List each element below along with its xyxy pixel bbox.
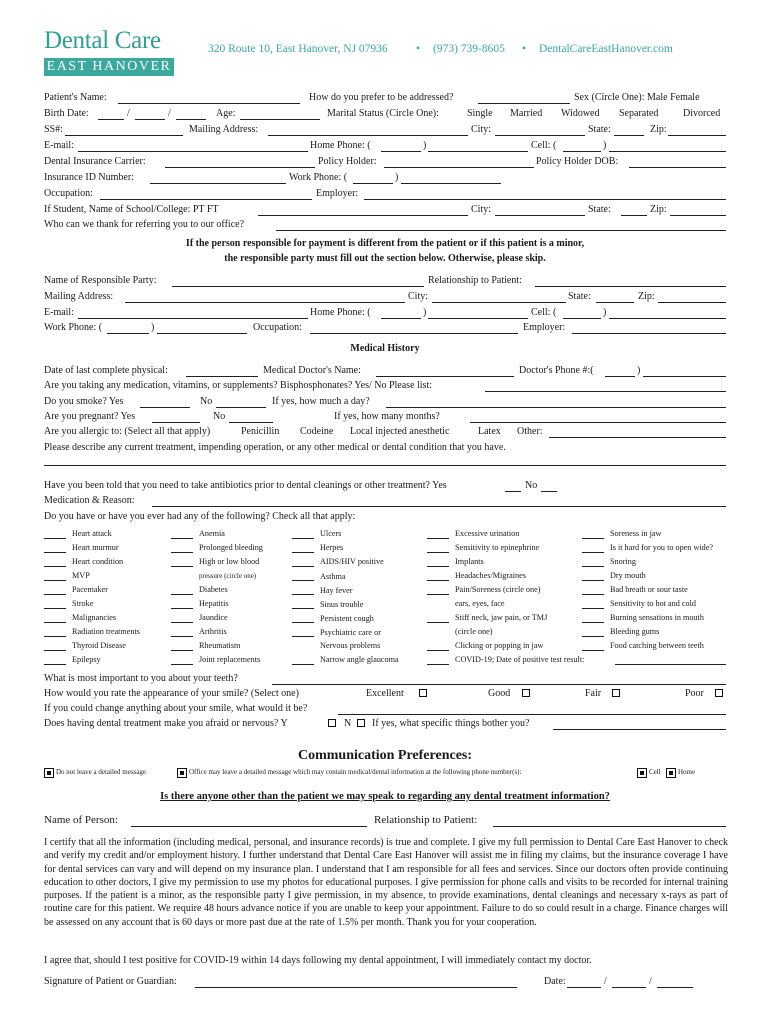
- insurance-id-field[interactable]: [150, 183, 286, 184]
- responsible-occupation-field[interactable]: [310, 333, 518, 334]
- ss-label: SS#:: [44, 124, 63, 135]
- condition-blank[interactable]: [582, 552, 604, 553]
- condition-label: Headaches/Migraines: [455, 571, 526, 580]
- responsible-relationship-field[interactable]: [535, 286, 726, 287]
- condition-label: Clicking or popping in jaw: [455, 641, 544, 650]
- responsible-employer-field[interactable]: [572, 333, 726, 334]
- bother-label: If yes, what specific things bother you?: [372, 718, 530, 729]
- change-label: If you could change anything about your smile, what would it be?: [44, 703, 308, 714]
- marital-separated[interactable]: Separated: [619, 108, 659, 119]
- last-physical-field[interactable]: [186, 376, 258, 377]
- work-area-field[interactable]: [353, 183, 393, 184]
- work-phone-field[interactable]: [401, 183, 501, 184]
- marital-label: Marital Status (Circle One):: [327, 108, 439, 119]
- condition-blank[interactable]: [171, 622, 193, 623]
- person-label: Name of Person:: [44, 814, 118, 826]
- condition-label: AIDS/HIV positive: [320, 557, 384, 566]
- allergy-other-label: Other:: [517, 426, 543, 437]
- condition-blank[interactable]: [292, 608, 314, 609]
- condition-label: Persistent cough: [320, 614, 374, 623]
- condition-blank[interactable]: [427, 594, 449, 595]
- relationship-field[interactable]: [493, 826, 726, 827]
- condition-blank[interactable]: [171, 636, 193, 637]
- birth-year-field[interactable]: [176, 119, 206, 120]
- condition-blank[interactable]: [582, 650, 604, 651]
- cell-option-label: Cell: [649, 768, 661, 776]
- holder-field[interactable]: [384, 167, 534, 168]
- responsible-relationship-label: Relationship to Patient:: [428, 275, 522, 286]
- condition-blank[interactable]: [292, 538, 314, 539]
- signature-label: Signature of Patient or Guardian:: [44, 976, 177, 987]
- birth-date-label: Birth Date:: [44, 108, 89, 119]
- paren: ): [151, 322, 155, 333]
- covid-agreement: I agree that, should I test positive for COVID-19 within 14 days following my dental appointment, I will immediately contact my doctor.: [44, 955, 592, 966]
- paren: ): [423, 307, 427, 318]
- med-reason-label: Medication & Reason:: [44, 495, 135, 506]
- cell-label: Cell: (: [531, 140, 557, 151]
- smoke-no-field[interactable]: [216, 407, 266, 408]
- school-zip-field[interactable]: [670, 215, 726, 216]
- condition-blank[interactable]: [171, 552, 193, 553]
- occupation-field[interactable]: [100, 199, 312, 200]
- responsible-cell-field[interactable]: [609, 318, 726, 319]
- responsible-name-field[interactable]: [172, 286, 424, 287]
- responsible-email-label: E-mail:: [44, 307, 74, 318]
- slash: /: [604, 976, 607, 987]
- smoke-no-label: No: [200, 396, 213, 407]
- slash: /: [649, 976, 652, 987]
- last-physical-label: Date of last complete physical:: [44, 365, 168, 376]
- condition-blank[interactable]: [582, 608, 604, 609]
- mailing-label: Mailing Address:: [189, 124, 259, 135]
- condition-blank[interactable]: [44, 594, 66, 595]
- condition-blank[interactable]: [171, 538, 193, 539]
- condition-blank[interactable]: [44, 622, 66, 623]
- date-label: Date:: [544, 976, 566, 987]
- condition-label: Implants: [455, 557, 484, 566]
- condition-label: Bad breath or sour taste: [610, 585, 688, 594]
- no-detail-label: Do not leave a detailed message: [56, 768, 146, 776]
- medication-field[interactable]: [485, 391, 726, 392]
- responsible-zip-label: Zip:: [638, 291, 655, 302]
- responsible-work-label: Work Phone: (: [44, 322, 103, 333]
- condition-label: Bleeding gums: [610, 627, 660, 636]
- condition-blank[interactable]: [427, 566, 449, 567]
- antibiotics-label: Have you been told that you need to take antibiotics prior to dental cleanings or other treatment? Yes: [44, 480, 447, 491]
- logo-subtitle: EAST HANOVER: [44, 58, 174, 76]
- responsible-mailing-field[interactable]: [125, 302, 405, 303]
- responsible-city-field[interactable]: [432, 302, 566, 303]
- condition-blank[interactable]: [292, 636, 314, 637]
- condition-label: High or low blood: [199, 557, 260, 566]
- doctor-phone-field[interactable]: [643, 376, 726, 377]
- allergy-other-field[interactable]: [549, 437, 726, 438]
- practice-phone: (973) 739-8605: [433, 43, 505, 55]
- responsible-cell-label: Cell: (: [531, 307, 557, 318]
- responsible-notice-2: the responsible party must fill out the section below. Otherwise, please skip.: [224, 253, 546, 264]
- condition-label: Joint replacements: [199, 655, 261, 664]
- occupation-label: Occupation:: [44, 188, 93, 199]
- responsible-home-label: Home Phone: (: [310, 307, 371, 318]
- slash: /: [127, 108, 130, 119]
- condition-blank[interactable]: [427, 580, 449, 581]
- rating-poor-checkbox[interactable]: [715, 689, 723, 697]
- condition-blank[interactable]: [44, 608, 66, 609]
- condition-label: Sensitivity to epinephrine: [455, 543, 540, 552]
- condition-label: Heart murmur: [72, 543, 119, 552]
- marital-married[interactable]: Married: [510, 108, 543, 119]
- condition-label: Prolonged bleeding: [199, 543, 263, 552]
- doctor-phone-label: Doctor's Phone #:(: [519, 365, 594, 376]
- responsible-state-field[interactable]: [596, 302, 634, 303]
- practice-logo: [44, 24, 174, 76]
- medication-label: Are you taking any medication, vitamins, or supplements? Bisphosphonates? Yes/ No Please list:: [44, 380, 433, 391]
- responsible-mailing-label: Mailing Address:: [44, 291, 114, 302]
- speak-question: Is there anyone other than the patient we may speak to regarding any dental treatment information?: [160, 791, 610, 802]
- rating-excellent-checkbox[interactable]: [419, 689, 427, 697]
- age-field[interactable]: [240, 119, 320, 120]
- logo-wordmark: Dental Care: [44, 27, 161, 54]
- change-field[interactable]: [338, 714, 726, 715]
- condition-label: Stroke: [72, 599, 94, 608]
- condition-blank[interactable]: [427, 664, 449, 665]
- rating-excellent-label: Excellent: [366, 688, 404, 699]
- condition-blank[interactable]: [171, 566, 193, 567]
- condition-blank[interactable]: [427, 538, 449, 539]
- responsible-occupation-label: Occupation:: [253, 322, 302, 333]
- appearance-label: How would you rate the appearance of your smile? (Select one): [44, 688, 299, 699]
- mailing-field[interactable]: [268, 135, 468, 136]
- holder-dob-field[interactable]: [629, 167, 726, 168]
- pregnant-no-label: No: [213, 411, 226, 422]
- slash: /: [168, 108, 171, 119]
- condition-blank[interactable]: [582, 580, 604, 581]
- condition-blank[interactable]: [44, 566, 66, 567]
- condition-label: Asthma: [320, 572, 346, 581]
- months-label: If yes, how many months?: [334, 411, 440, 422]
- condition-label: Sensitivity to hot and cold: [610, 599, 696, 608]
- condition-label: ears, eyes, face: [455, 599, 505, 608]
- condition-blank[interactable]: [44, 636, 66, 637]
- condition-label: (circle one): [455, 627, 493, 636]
- responsible-zip-field[interactable]: [658, 302, 726, 303]
- city-field[interactable]: [495, 135, 585, 136]
- relationship-label: Relationship to Patient:: [374, 814, 478, 826]
- marital-widowed[interactable]: Widowed: [561, 108, 600, 119]
- condition-label: Narrow angle glaucoma: [320, 655, 399, 664]
- responsible-email-field[interactable]: [78, 318, 308, 319]
- allergy-codeine[interactable]: Codeine: [300, 426, 334, 437]
- condition-label: MVP: [72, 571, 90, 580]
- responsible-home-field[interactable]: [428, 318, 528, 319]
- school-state-field[interactable]: [621, 215, 647, 216]
- responsible-cell-area[interactable]: [563, 318, 601, 319]
- signature-field[interactable]: [195, 987, 517, 988]
- sex-label[interactable]: Sex (Circle One): Male Female: [574, 92, 700, 103]
- carrier-label: Dental Insurance Carrier:: [44, 156, 146, 167]
- insurance-id-label: Insurance ID Number:: [44, 172, 134, 183]
- cell-field[interactable]: [609, 151, 726, 152]
- practice-website[interactable]: DentalCareEastHanover.com: [539, 43, 673, 55]
- condition-blank[interactable]: [427, 650, 449, 651]
- school-city-label: City:: [471, 204, 492, 215]
- birth-day-field[interactable]: [135, 119, 165, 120]
- rating-poor-label: Poor: [685, 688, 704, 699]
- birth-month-field[interactable]: [98, 119, 124, 120]
- condition-label: Hepatitis: [199, 599, 229, 608]
- condition-blank[interactable]: [171, 664, 193, 665]
- rating-good-label: Good: [488, 688, 511, 699]
- condition-label: Nervous problems: [320, 641, 381, 650]
- covid-date-field[interactable]: [615, 664, 726, 665]
- referral-label: Who can we thank for referring you to our office?: [44, 219, 245, 230]
- afraid-no-label: N: [344, 718, 352, 729]
- patient-name-field[interactable]: [118, 103, 300, 104]
- cell-area-field[interactable]: [563, 151, 601, 152]
- condition-label: COVID-19; Date of positive test result:: [455, 655, 585, 664]
- bullet-2: •: [522, 43, 527, 55]
- how-much-label: If yes, how much a day?: [272, 396, 370, 407]
- condition-blank[interactable]: [427, 622, 449, 623]
- condition-label: Pacemaker: [72, 585, 108, 594]
- marital-divorced[interactable]: Divorced: [683, 108, 721, 119]
- pregnant-yes-field[interactable]: [152, 422, 200, 423]
- allergic-label: Are you allergic to: (Select all that apply): [44, 426, 211, 437]
- home-checkbox[interactable]: [666, 768, 676, 778]
- cell-checkbox[interactable]: [637, 768, 647, 778]
- condition-blank[interactable]: [582, 594, 604, 595]
- condition-blank[interactable]: [171, 650, 193, 651]
- condition-blank[interactable]: [427, 552, 449, 553]
- medical-history-heading: Medical History: [350, 343, 420, 354]
- condition-blank[interactable]: [44, 552, 66, 553]
- condition-label: Soreness in jaw: [610, 529, 662, 538]
- condition-label: Heart attack: [72, 529, 112, 538]
- condition-blank[interactable]: [44, 664, 66, 665]
- med-reason-field[interactable]: [152, 506, 726, 507]
- home-option-label: Home: [678, 768, 696, 776]
- date-day-field[interactable]: [612, 987, 646, 988]
- afraid-yes-checkbox[interactable]: [328, 719, 336, 727]
- practice-address: 320 Route 10, East Hanover, NJ 07936: [208, 43, 388, 55]
- condition-label: Stiff neck, jaw pain, or TMJ: [455, 613, 548, 622]
- condition-blank[interactable]: [292, 552, 314, 553]
- condition-blank[interactable]: [292, 580, 314, 581]
- date-year-field[interactable]: [657, 987, 693, 988]
- condition-label: Radiation treatments: [72, 627, 140, 636]
- school-city-field[interactable]: [495, 215, 585, 216]
- responsible-employer-label: Employer:: [523, 322, 566, 333]
- important-label: What is most important to you about your teeth?: [44, 673, 238, 684]
- rating-fair-checkbox[interactable]: [612, 689, 620, 697]
- holder-dob-label: Policy Holder DOB:: [536, 156, 619, 167]
- conditions-prompt: Do you have or have you ever had any of the following? Check all that apply:: [44, 511, 356, 522]
- smoke-label: Do you smoke? Yes: [44, 396, 124, 407]
- condition-label: Anemia: [199, 529, 225, 538]
- condition-blank[interactable]: [44, 580, 66, 581]
- condition-blank[interactable]: [44, 538, 66, 539]
- afraid-no-checkbox[interactable]: [357, 719, 365, 727]
- office-detail-label: Office may leave a detailed message which may contain medical/dental information at the following phone number(s):: [189, 768, 522, 776]
- responsible-notice-1: If the person responsible for payment is different from the patient or if this patient is a minor,: [185, 238, 585, 249]
- state-field[interactable]: [614, 135, 644, 136]
- smoke-yes-field[interactable]: [140, 407, 190, 408]
- antibiotics-no-label: No: [525, 480, 538, 491]
- work-phone-label: Work Phone: (: [289, 172, 348, 183]
- school-zip-label: Zip:: [650, 204, 667, 215]
- condition-label: Epilepsy: [72, 655, 101, 664]
- paren: ): [637, 365, 641, 376]
- carrier-field[interactable]: [165, 167, 315, 168]
- condition-label: Pain/Soreness (circle one): [455, 585, 541, 594]
- addressed-label: How do you prefer to be addressed?: [309, 92, 454, 103]
- paren: ): [395, 172, 399, 183]
- condition-blank[interactable]: [292, 566, 314, 567]
- person-field[interactable]: [131, 826, 367, 827]
- describe-label: Please describe any current treatment, impending operation, or any other medical or dental condition that you have.: [44, 442, 506, 453]
- condition-label: Snoring: [610, 557, 636, 566]
- age-label: Age:: [216, 108, 236, 119]
- condition-label: Heart condition: [72, 557, 124, 566]
- antibiotics-no-field[interactable]: [541, 491, 557, 492]
- allergy-penicillin[interactable]: Penicillin: [241, 426, 280, 437]
- paren: ): [603, 307, 607, 318]
- home-area-field[interactable]: [381, 151, 421, 152]
- date-month-field[interactable]: [567, 987, 601, 988]
- consent-paragraph: I certify that all the information (including medical, personal, and insurance records) is true and complete. I give my full permission to Dental Care East Hanover to check and verify my credit and/or employment history. I further understand that Dental Care East Hanover will assist me in filing my claims, but the insurance coverage I have for dental services can vary and will depend on my insurance plan. I understand that I am responsible for all fees and services. Since our doctors often provide continuing education to other doctors, I give my permission to use my photos for educational purposes. I give permission for phone calls and visits to be recorded for internal training purposes. If the patient is a minor, as the responsible party I give permission, in my absence, to provide examinations, dental cleanings and necessary x-rays as part of routine care for this patient. We require 48 hours advance notice if you are unable to keep your appointment. Failure to do so could result in a charge. Finance charges will be assessed on any account that is 60 days or more past due at the rate of 1.5% per month. Thank you for your cooperation.: [44, 837, 728, 928]
- condition-label: Diabetes: [199, 585, 228, 594]
- addressed-field[interactable]: [478, 103, 570, 104]
- condition-label: Is it hard for you to open wide?: [610, 543, 713, 552]
- doctor-phone-area[interactable]: [605, 376, 635, 377]
- condition-label: Excessive urination: [455, 529, 520, 538]
- responsible-state-label: State:: [568, 291, 591, 302]
- bullet-1: •: [416, 43, 421, 55]
- condition-blank[interactable]: [582, 566, 604, 567]
- condition-label: Psychiatric care or: [320, 628, 381, 637]
- responsible-city-label: City:: [408, 291, 429, 302]
- responsible-work-area[interactable]: [107, 333, 149, 334]
- school-field[interactable]: [258, 215, 468, 216]
- months-field[interactable]: [470, 422, 726, 423]
- condition-blank[interactable]: [292, 622, 314, 623]
- condition-label: Food catching between teeth: [610, 641, 704, 650]
- condition-blank[interactable]: [292, 594, 314, 595]
- condition-label: Sinus trouble: [320, 600, 364, 609]
- condition-label: Jaundice: [199, 613, 228, 622]
- condition-label: Arthritis: [199, 627, 227, 636]
- zip-label: Zip:: [650, 124, 667, 135]
- afraid-label: Does having dental treatment make you afraid or nervous? Y: [44, 718, 288, 729]
- antibiotics-yes-field[interactable]: [505, 491, 521, 492]
- responsible-name-label: Name of Responsible Party:: [44, 275, 157, 286]
- doctor-name-field[interactable]: [376, 376, 514, 377]
- referral-field[interactable]: [276, 230, 726, 231]
- rating-good-checkbox[interactable]: [522, 689, 530, 697]
- condition-blank[interactable]: [171, 608, 193, 609]
- doctor-name-label: Medical Doctor's Name:: [263, 365, 361, 376]
- employer-field[interactable]: [364, 199, 726, 200]
- allergy-local[interactable]: Local injected anesthetic: [350, 426, 450, 437]
- paren: ): [423, 140, 427, 151]
- condition-label: Malignancies: [72, 613, 117, 622]
- condition-label: Ulcers: [320, 529, 342, 538]
- describe-field[interactable]: [44, 465, 726, 466]
- office-detail-checkbox[interactable]: [177, 768, 187, 778]
- condition-label: Dry mouth: [610, 571, 646, 580]
- bother-field[interactable]: [553, 729, 726, 730]
- how-much-field[interactable]: [386, 407, 726, 408]
- condition-blank[interactable]: [292, 664, 314, 665]
- ss-field[interactable]: [65, 135, 183, 136]
- condition-label: Rheumatism: [199, 641, 241, 650]
- employer-label: Employer:: [316, 188, 359, 199]
- condition-label: Hay fever: [320, 586, 353, 595]
- condition-label: Thyroid Disease: [72, 641, 126, 650]
- no-detail-checkbox[interactable]: [44, 768, 54, 778]
- patient-name-label: Patient's Name:: [44, 92, 107, 103]
- communication-heading: Communication Preferences:: [297, 748, 473, 763]
- email-label: E-mail:: [44, 140, 74, 151]
- important-field[interactable]: [272, 684, 726, 685]
- paren: ): [603, 140, 607, 151]
- condition-label: pressure (circle one): [199, 572, 257, 580]
- condition-blank[interactable]: [582, 538, 604, 539]
- condition-label: Herpes: [320, 543, 344, 552]
- home-phone-label: Home Phone: (: [310, 140, 371, 151]
- pregnant-label: Are you pregnant? Yes: [44, 411, 136, 422]
- condition-blank[interactable]: [582, 636, 604, 637]
- condition-blank[interactable]: [582, 622, 604, 623]
- state-label: State:: [588, 124, 611, 135]
- city-label: City:: [471, 124, 492, 135]
- zip-field[interactable]: [668, 135, 726, 136]
- responsible-home-area[interactable]: [381, 318, 421, 319]
- home-phone-field[interactable]: [428, 151, 528, 152]
- holder-label: Policy Holder:: [318, 156, 377, 167]
- condition-blank[interactable]: [44, 650, 66, 651]
- email-field[interactable]: [78, 151, 308, 152]
- pregnant-no-field[interactable]: [229, 422, 273, 423]
- responsible-work-field[interactable]: [157, 333, 247, 334]
- school-state-label: State:: [588, 204, 611, 215]
- allergy-latex[interactable]: Latex: [478, 426, 501, 437]
- student-label: If Student, Name of School/College: PT FT: [44, 204, 219, 215]
- condition-blank[interactable]: [171, 594, 193, 595]
- rating-fair-label: Fair: [585, 688, 602, 699]
- marital-single[interactable]: Single: [467, 108, 493, 119]
- condition-label: Burning sensations in mouth: [610, 613, 704, 622]
